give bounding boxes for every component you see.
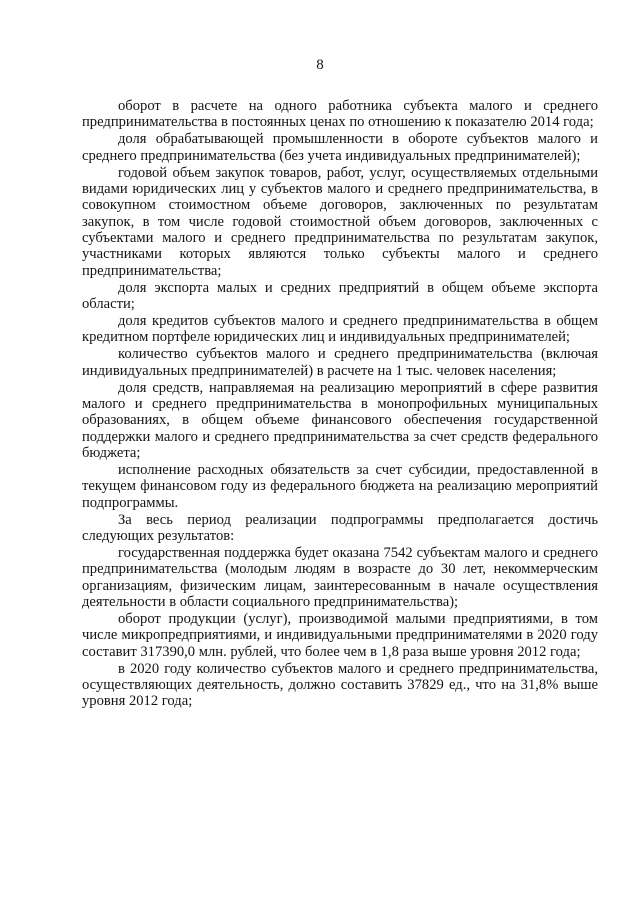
paragraph-expected-results-intro: За весь период реализации подпрограммы предполагается достичь следующих результатов: [82, 511, 598, 545]
document-body [82, 98, 598, 710]
paragraph-result-turnover: оборот продукции (услуг), производимой малыми предприятиями, в том числе микропредприятиями, и индивидуальными предпринимателями в 2020 году составит 317390,0 млн. рублей, что более чем в 1,8 раза выше уровня 2012 года; [82, 611, 598, 660]
paragraph-result-state-support: государственная поддержка будет оказана 7542 субъектам малого и среднего предпринимательства (молодым людям в возрасте до 30 лет, некоммерческим организациям, физическим лицам, заинтересованным в начале осуществления деятельности в области социального предпринимательства); [82, 545, 598, 611]
paragraph-procurement-volume: годовой объем закупок товаров, работ, услуг, осуществляемых отдельными видами юридических лиц у субъектов малого и среднего предпринимательства, в совокупном стоимостном объеме договоров, заключенных по результатам закупок, в том числе годовой стоимостной объем договоров, заключенных с субъектами малого и среднего предпринимательства по результатам закупок, участниками которых являются только субъекты малого и среднего предпринимательства; [82, 164, 598, 279]
page-number: 8 [316, 57, 324, 73]
paragraph-subsidy-execution: исполнение расходных обязательств за счет субсидии, предоставленной в текущем финансовом году из федерального бюджета на реализацию мероприятий подпрограммы. [82, 462, 598, 511]
paragraph-turnover-per-worker: оборот в расчете на одного работника субъекта малого и среднего предпринимательства в постоянных ценах по отношению к показателю 2014 года; [82, 98, 598, 131]
paragraph-credit-share: доля кредитов субъектов малого и среднего предпринимательства в общем кредитном портфеле юридических лиц и индивидуальных предпринимателей; [82, 313, 598, 346]
paragraph-export-share: доля экспорта малых и средних предприятий в общем объеме экспорта области; [82, 279, 598, 312]
paragraph-result-entity-count: в 2020 году количество субъектов малого и среднего предпринимательства, осуществляющих деятельность, должно составить 37829 ед., что на 31,8% выше уровня 2012 года; [82, 660, 598, 710]
paragraph-entities-per-thousand: количество субъектов малого и среднего предпринимательства (включая индивидуальных предпринимателей) в расчете на 1 тыс. человек населения; [82, 346, 598, 379]
paragraph-monotown-funding-share: доля средств, направляемая на реализацию мероприятий в сфере развития малого и среднего предпринимательства в монопрофильных муниципальных образованиях, в общем объеме финансового обеспечения государственной поддержки малого и среднего предпринимательства за счет средств федерального бюджета; [82, 379, 598, 462]
paragraph-manufacturing-share: доля обрабатывающей промышленности в обороте субъектов малого и среднего предпринимательства (без учета индивидуальных предпринимателей); [82, 131, 598, 164]
